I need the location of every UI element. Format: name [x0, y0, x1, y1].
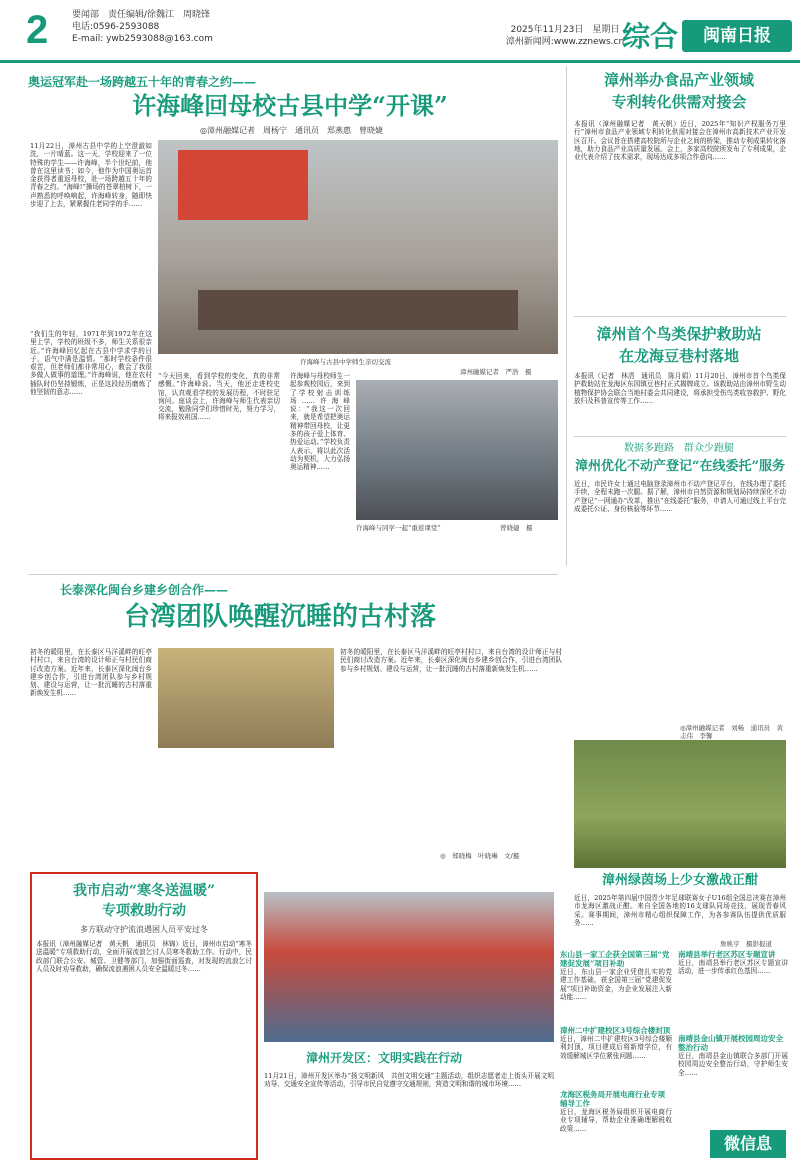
right4-body: 近日，2025年第四届中国青少年足球联赛女子U16组全国总决赛在漳州市龙海区激战正酣。来自全国各地的16支球队同场竞技，展现青春风采。赛事期间，漳州市精心组织保障工作，为各参赛队伍提供优质服务…… — [574, 894, 786, 927]
right4-credit: 詹映亨 摄影报道 — [720, 940, 772, 948]
editor-line: 要闻部 责任编辑/徐魏江 周晓锋 — [72, 10, 211, 20]
email: E-mail: ywb2593088@163.com — [72, 34, 213, 44]
col-divider — [566, 66, 567, 566]
table — [198, 290, 518, 330]
brief-3 — [560, 1090, 672, 1162]
lead-col-3: “今天回来，看到学校的变化，真的非常感慨。”许海峰说。当天，他还走进校史馆，认真观看学校的发展历程，不时驻足询问。座谈会上，许海峰与师生代表亲切交流，勉励同学们珍惜时光，努力学习，将来报效祖国…… — [158, 372, 280, 422]
masthead-date — [500, 24, 630, 48]
lead-credit-1: 漳州融媒记者 严浩 摄 — [460, 368, 532, 376]
phone: 电话:0596-2593088 — [72, 22, 160, 32]
brief-body: 近日，龙海区税务局组织开展电商行业专项辅导，帮助企业准确理解税收政策…… — [560, 1108, 672, 1133]
header-rule — [0, 60, 800, 63]
site: 漳州新闻网:www.zznews.cn — [505, 37, 625, 47]
lead-col-4: 许海峰与母校师生一起参观校园后，来到了学校射击训练场……许海峰说：“我这一次回来，就是希望把奥运精神带回母校，让更多的孩子爱上体育、热爱运动。”学校负责人表示，将以此次活动为契机，大力弘扬奥运精神…… — [290, 372, 350, 472]
lead-col-2: “我们生的年轻，1971年到1972年在这里上学，学校的班级不多，师生关系很亲近。”许海峰回忆起在古县中学求学的日子，语气中满是温情。“那时学校条件很艰苦，但老师们都非常用心，教会了我很多做人做事的道理。”许海峰说，他在农村插队时仍坚持锻炼，正是这段经历磨炼了他坚韧的意志…… — [30, 330, 152, 397]
lead-credit-2: 曾晓婕 摄 — [500, 524, 533, 532]
middle-photo — [158, 648, 334, 748]
brief-5 — [678, 1034, 788, 1112]
feature-body: 本报讯（漳州融媒记者 黄天帆 通讯员 林锦）近日，漳州市启动“寒冬送温暖”专项救助行动，全面开展流浪乞讨人员寒冬救助工作。行动中，民政部门联合公安、城管、卫健等部门，加强街面巡查，对发现的流浪乞讨人员及时劝导救助，确保流浪遇困人员安全温暖过冬…… — [36, 940, 252, 973]
right3-title: 漳州优化不动产登记“在线委托”服务 — [575, 459, 785, 474]
right3-body: 近日，市民许女士通过电脑登录漳州市不动产登记平台，在线办理了委托手续，全程未跑一次腿。据了解，漳州市自然资源和规划局持续深化不动产登记“一网通办”改革，推出“在线委托”服务，申请人可通过线上平台完成委托公证、身份核验等环节…… — [574, 480, 786, 513]
divider — [574, 436, 786, 437]
brief-4 — [678, 950, 788, 1019]
section-title: 综合 — [622, 20, 679, 53]
right1-title-1: 漳州举办食品产业领域 — [603, 71, 754, 89]
feature-photo-caption: 漳州开发区：文明实践在行动 — [306, 1051, 463, 1065]
divider — [28, 574, 558, 575]
brief-body: 近日，南靖县金山镇联合多部门开展校园周边安全整治行动，守护师生安全…… — [678, 1052, 788, 1077]
middle-body-2: 初冬的暖阳里，在长泰区马洋溪畔的旺亭村村口，来自台湾的设计师正与村民们商讨改造方案。近年来，长泰区深化闽台乡建乡创合作，引进台湾团队参与乡村规划、建设与运营，让一批沉睡的古村落重新焕发生机…… — [340, 648, 562, 673]
feature-title-1: 我市启动“寒冬送温暖” — [72, 883, 216, 899]
brief-body: 近日，东山县一家企业凭借扎实的党建工作基础，获全国第三届“党建促发展”项目补助资金，为企业发展注入新动能…… — [560, 968, 672, 1001]
lead-kicker: 奥运冠军赴一场跨越五十年的青春之约—— — [28, 75, 257, 89]
briefs — [560, 950, 788, 1162]
right1-title-2: 专利转化供需对接会 — [611, 93, 747, 111]
right3-byline: ◎漳州融媒记者 刘畅 通讯员 黄志伟 李馨 — [680, 724, 784, 740]
middle-kicker: 长泰深化闽台乡建乡创合作—— — [60, 583, 229, 597]
brief-title: 南靖县金山镇开展校园周边安全整治行动 — [678, 1034, 783, 1052]
feature-title-2: 专项救助行动 — [102, 903, 186, 919]
brief-title: 东山县一家工企获全国第三届“党建促发展”项目补助 — [560, 950, 670, 968]
feature-subtitle: 多方联动守护流浪遇困人员平安过冬 — [80, 925, 208, 934]
brief-body: 近日，漳州二中扩建校区3号综合楼顺利封顶，项目建成后将新增学位，有效缓解城区学位紧张问题…… — [560, 1035, 672, 1060]
right4-title: 漳州绿茵场上少女激战正酣 — [601, 873, 758, 888]
lead-byline: ◎漳州融媒记者 周杨宁 通讯员 郑燕惠 曾晓婕 — [200, 126, 383, 135]
lead-col-1: 11月22日，漳州古县中学的上空澄澈如洗，一片晴蓝。这一天，学校迎来了一位特殊的学生——许海峰，半个世纪前，他曾在这里读书；如今，他作为中国奥运首金获得者重返母校，赴一场跨越五十年的青春之约。“海峰!”操场的苍翠柏树下，一声熟悉的呼唤响起，许海峰转身，随即快步迎了上去，紧紧握住老同学的手…… — [30, 142, 152, 209]
feature-photo-body: 11月21日，漳州开发区举办“扬文明新风 共创文明交通”主题活动，组织志愿者走上街头开展文明劝导、交通安全宣传等活动，引导市民自觉遵守交通规则，营造文明和谐的城市环境…… — [264, 1072, 554, 1089]
masthead-info — [72, 9, 272, 45]
page-number: 2 — [26, 8, 49, 52]
brief-title: 南靖县举行老区苏区专题宣讲 — [678, 950, 776, 959]
right3-kicker: 数据多跑路 群众少跑腿 — [624, 443, 734, 454]
brief-1 — [560, 950, 672, 1018]
lead-caption-1: 许海峰与古县中学师生亲切交流 — [300, 358, 391, 366]
right2-title-2: 在龙海豆巷村落地 — [618, 347, 739, 365]
feature-photo — [264, 892, 554, 1042]
lead-photo-1 — [158, 140, 558, 354]
brief-title: 漳州二中扩建校区3号综合楼封顶 — [560, 1026, 671, 1035]
divider — [574, 316, 786, 317]
right1-body: 本报讯（漳州融媒记者 黄天帆）近日，2025年“知识产权服务万里行”漳州市食品产业领域专利转化供需对接会在漳州市高新技术产业开发区召开。会议旨在搭建高校院所与企业之间的桥梁，推动专利成果转化落地，助力食品产业高质量发展。会上，多家高校院所发布了专利成果，企业代表介绍了技术需求，现场达成多项合作意向…… — [574, 120, 786, 162]
brief-2 — [560, 1026, 672, 1079]
brief-title: 龙海区税务局开展电商行业专项辅导工作 — [560, 1090, 665, 1108]
right2-title-1: 漳州首个鸟类保护救助站 — [596, 325, 762, 343]
date: 2025年11月23日 星期日 — [510, 25, 620, 35]
lead-caption-2: 许海峰与同学一起“重返课堂” — [356, 524, 441, 532]
lead-title: 许海峰回母校古县中学“开课” — [132, 91, 448, 120]
middle-byline: ◎ 郑晓梅 叶晓琳 文/摄 — [440, 852, 520, 860]
lead-photo-2 — [356, 380, 558, 520]
middle-body: 初冬的暖阳里，在长泰区马洋溪畔的旺亭村村口，来自台湾的设计师正与村民们商讨改造方案。近年来，长泰区深化闽台乡建乡创合作，引进台湾团队参与乡村规划、建设与运营，让一批沉睡的古村落重新焕发生机…… — [30, 648, 152, 698]
middle-title: 台湾团队唤醒沉睡的古村落 — [123, 602, 436, 632]
right2-body: 本报讯（记者 林清 通讯员 陈月娟）11月20日，漳州市首个鸟类保护救助站在龙海区东园镇豆巷村正式揭牌成立。该救助站由漳州市野生动植物保护协会联合当地村委会共同建设，将承担受伤鸟类收容救护、野化放归及科普宣传等工作…… — [574, 372, 786, 405]
banner-red — [178, 150, 308, 220]
brief-body: 近日，南靖县举行老区苏区专题宣讲活动，进一步传承红色基因…… — [678, 959, 788, 976]
xinxi-label: 微信息 — [710, 1130, 786, 1158]
paper-logo: 闽南日报 — [682, 20, 792, 52]
football-photo — [574, 740, 786, 868]
